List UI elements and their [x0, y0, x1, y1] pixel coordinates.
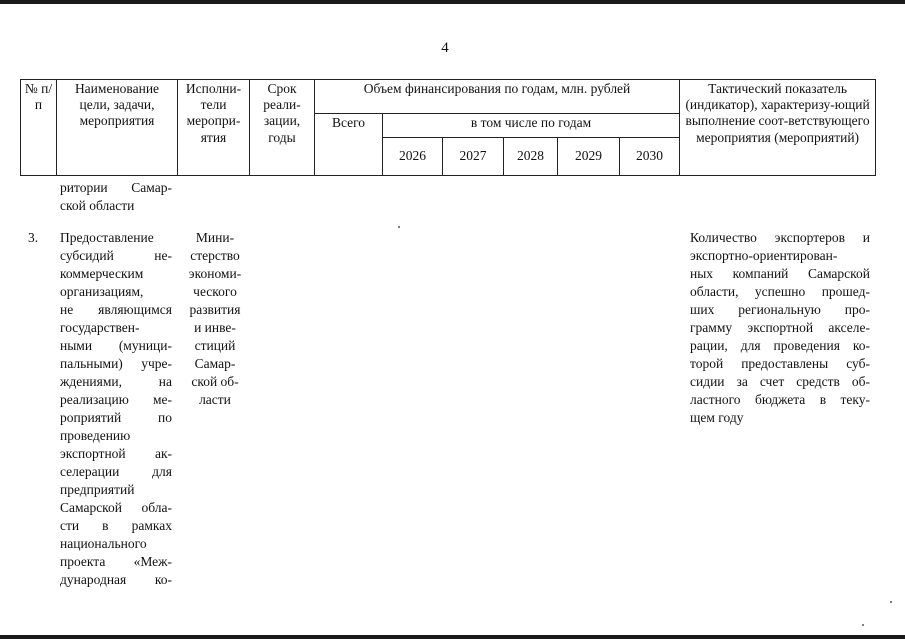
row3-indicator-cell — [690, 229, 870, 427]
row3-executor-line: ческого — [193, 284, 237, 299]
header-col-funding: Объем финансирования по годам, млн. рублей — [315, 80, 680, 114]
row3-executor-line: стерство — [190, 248, 240, 263]
row3-indicator-line: ных компаний Самарской — [690, 266, 870, 281]
row3-name-line: сти в рамках — [60, 518, 172, 533]
row3-indicator-line: ших региональную про- — [690, 302, 870, 317]
header-col-executors: Исполни-тели меропри-ятия — [178, 80, 250, 176]
row3-executors-cell — [184, 229, 246, 409]
row3-name-line: Самарской обла- — [60, 500, 172, 515]
header-year-2030: 2030 — [620, 137, 680, 175]
row3-name-line: дународная ко- — [60, 572, 172, 587]
row3-executor-line: ласти — [199, 392, 231, 407]
header-year-2028: 2028 — [504, 137, 558, 175]
page-number: 4 — [441, 40, 449, 56]
row3-executor-line: Мини- — [195, 230, 235, 245]
row3-number: 3. — [28, 230, 39, 245]
row3-name-line: Предоставление — [60, 230, 154, 245]
row3-name-line: селерации для — [60, 464, 172, 479]
row3-name-line: проведению — [60, 428, 131, 443]
row3-name-line: коммерческим — [60, 266, 144, 281]
scan-speck — [890, 601, 892, 603]
bottom-border-line — [0, 635, 905, 639]
row3-indicator-line: ластного бюджета в теку- — [690, 392, 870, 407]
scan-speck — [862, 624, 864, 626]
row3-name-line: организациям, — [60, 284, 144, 299]
row3-indicator-line: рации, для проведения ко- — [690, 338, 870, 353]
header-table — [20, 79, 876, 176]
header-col-by-years: в том числе по годам — [383, 114, 680, 137]
row3-name-cell — [60, 229, 172, 589]
row3-name-line: проекта «Меж- — [60, 554, 172, 569]
header-col-name: Наименование цели, задачи, мероприятия — [57, 80, 178, 176]
row3-name-line: национального — [60, 536, 147, 551]
row3-name-line: экспортной ак- — [60, 446, 172, 461]
row3-name-line: государствен- — [60, 320, 140, 335]
row3-executor-line: развития — [189, 302, 241, 317]
row3-name-line: пальными) учре- — [60, 356, 172, 371]
row3-name-line: предприятий — [60, 482, 135, 497]
scan-speck — [398, 226, 400, 228]
row3-name-line: субсидий не- — [60, 248, 172, 263]
row3-name-line: реализацию ме- — [60, 392, 172, 407]
row3-indicator-line: области, успешно прошед- — [690, 284, 870, 299]
row3-indicator-line: экспортно-ориентирован- — [690, 248, 838, 263]
header-col-total: Всего — [315, 114, 383, 176]
continuation-line: ской области — [60, 198, 135, 213]
row3-executor-line: и инве- — [194, 320, 236, 335]
row3-name-line: роприятий по — [60, 410, 172, 425]
row3-indicator-line: Количество экспортеров и — [690, 230, 870, 245]
row3-executor-line: Самар- — [194, 356, 236, 371]
row3-executor-line: ской об- — [191, 374, 239, 389]
row3-indicator-line: сидии за счет средств об- — [690, 374, 870, 389]
header-col-indicator: Тактический показатель (индикатор), характеризу-ющий выполнение соот-ветствующего мероприятия (мероприятий) — [680, 80, 876, 176]
row3-name-line: не являющимся — [60, 302, 172, 317]
row3-indicator-line: торой предоставлены суб- — [690, 356, 870, 371]
row3-indicator-line: щем году — [690, 410, 744, 425]
header-year-2027: 2027 — [443, 137, 504, 175]
row3-executor-line: экономи- — [188, 266, 242, 281]
header-col-term: Срок реали-зации, годы — [250, 80, 315, 176]
continuation-line: ритории Самар- — [60, 180, 172, 195]
header-year-2026: 2026 — [383, 137, 443, 175]
header-col-number: № п/п — [21, 80, 57, 176]
row3-name-line: ждениями, на — [60, 374, 172, 389]
row3-executor-line: стиций — [194, 338, 236, 353]
row3-indicator-line: грамму экспортной акселе- — [690, 320, 870, 335]
top-border-line — [0, 0, 905, 4]
continuation-text — [60, 179, 172, 215]
header-year-2029: 2029 — [558, 137, 620, 175]
row3-name-line: ными (муници- — [60, 338, 172, 353]
